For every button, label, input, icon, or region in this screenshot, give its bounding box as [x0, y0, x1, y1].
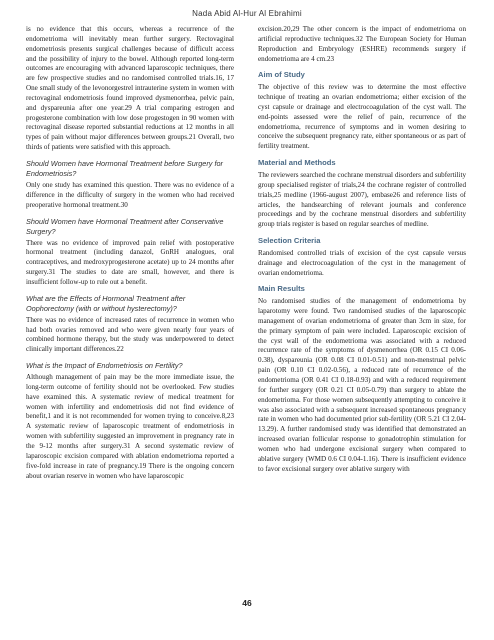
body-paragraph: The reviewers searched the cochrane menstrual disorders and subfertility group specialised register of trials,24 the cochrane register of controlled trials,25 medline (1966-august 2007), embase26 and reference lists of articles, the handsearching of relevant journals and conference proceedings and by the cochrane menstrual disorders and subfertility group trials register is based on regular searches of medline. [258, 170, 466, 229]
right-column [258, 25, 466, 480]
section-heading: Main Results [258, 284, 305, 294]
page-number: 46 [242, 598, 252, 608]
running-head: Nada Abid Al-Hur Al Ebrahimi [192, 9, 302, 18]
body-paragraph: excision.20,29 The other concern is the impact of endometrioma on artificial reproductive techniques.32 The European Society for Human Reproduction and Embryology (ESHRE) recommends surgery if endometrioma are 4 cm.23 [258, 25, 466, 63]
section-question: What are the Effects of Hormonal Treatment after Oophorectomy (with or without hysterectomy)? [26, 293, 186, 313]
body-paragraph: The objective of this review was to determine the most effective technique of treating an ovarian endometrioma; either excision of the cyst capsule or drainage and electrocoagulation of the cyst wall. The end-points assessed were the relief of pain, recurrence of the endometrioma, recurrence of symptoms and in women desiring to conceive the subsequent pregnancy rate, either spontaneous or as part of fertility treatment. [258, 83, 466, 151]
body-paragraph: There was no evidence of increased rates of recurrence in women who had both ovaries removed and who were given nearly four years of combined hormone therapy, but the study was underpowered to detect clinically important differences.22 [26, 315, 234, 354]
section-question: Should Women have Hormonal Treatment before Surgery for Endometriosis? [26, 158, 223, 178]
section-heading: Aim of Study [258, 70, 305, 80]
body-paragraph: There was no evidence of improved pain relief with postoperative hormonal treatment (including danazol, GnRH analogues, oral contraceptives, and medroxyprogesterone acetate) up to 24 months after surgery.31 The studies to date are small, however, and there is insufficient follow-up to rule out a benefit. [26, 238, 234, 286]
body-paragraph: is no evidence that this occurs, whereas a recurrence of the endometrioma will inevitably mean further surgery. Rectovaginal endometriosis presents surgical challenges because of difficult access and the possibility of injury to the bowel. Although reported long-term outcomes are encouraging with advanced laparoscopic techniques, there are few prospective studies and no randomised controlled trials.16, 17 One small study of the levonorgestrel intrauterine system in women with rectovaginal endometriosis found improved dysmenorrhea, pelvic pain, and dyspareunia after one year.29 A trial comparing estrogen and progesterone combination with low dose progestogen in 90 women with rectovaginal disease reported substantial reductions at 12 months in all types of pain without major differences between groups.21 Overall, two thirds of patients were satisfied with this approach. [26, 25, 234, 152]
body-paragraph: Although management of pain may be the more immediate issue, the long-term outcome of fertility should not be overlooked. Few studies have examined this. A systematic review of medical treatment for women with infertility and endometriosis did not find evidence of benefit,1 and it is not recommended for women trying to conceive.8,23 A systematic review of laparoscopic treatment of endometriosis in women with subfertility suggested an improvement in pregnancy rate in the 9-12 months after surgery.31 A second systematic review of laparoscopic excision compared with ablation endometrioma reported a five-fold increase in rate of pregnancy.19 There is the ongoing concern about ovarian reserve in women who have laparoscopic [26, 373, 234, 480]
body-paragraph: Only one study has examined this question. There was no evidence of a difference in the difficulty of surgery in the women who had received preoperative hormonal treatment.30 [26, 180, 234, 209]
section-heading: Material and Methods [258, 158, 336, 168]
section-question: Should Women have Hormonal Treatment after Conservative Surgery? [26, 216, 224, 236]
section-heading: Selection Criteria [258, 236, 321, 246]
body-paragraph: Randomised controlled trials of excision of the cyst capsule versus drainage and electrocoagulation of the cyst in the management of ovarian endometrioma. [258, 248, 466, 277]
left-column [26, 25, 234, 487]
section-question: What is the Impact of Endometriosis on Fertility? [26, 361, 183, 371]
body-paragraph: No randomised studies of the management of endometrioma by laparotomy were found. Two randomised studies of the laparoscopic management of ovarian endometrioma of greater than 3cm in size, for the primary symptom of pain were included. Laparoscopic excision of the cyst wall of the endometrioma was associated with a reduced recurrence rate of the symptoms of dysmenorrhea (OR 0.15 CI 0.06-0.38), dyspareunia (OR 0.08 CI 0.01-0.51) and non-menstrual pelvic pain (OR 0.10 CI 0.02-0.56), a reduced rate of recurrence of the endometrioma (OR 0.41 CI 0.18-0.93) and with a reduced requirement for further surgery (OR 0.21 CI 0.05-0.79) than surgery to ablate the endometrioma. For those women subsequently attempting to conceive it was also associated with a subsequent increased spontaneous pregnancy rate in women who had documented prior sub-fertility (OR 5.21 CI 2.04-13.29). A further randomised study was identified that demonstrated an increased ovarian follicular response to gonadotrophin stimulation for women who had undergone excisional surgery when compared to ablative surgery (WMD 0.6 CI 0.04-1.16). There is insufficient evidence to favor excisional surgery over ablative surgery with [258, 297, 466, 473]
